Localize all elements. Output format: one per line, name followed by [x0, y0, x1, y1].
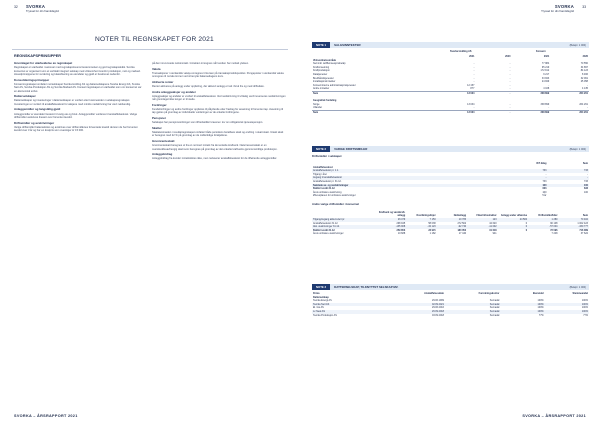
table-cell: 877: [470, 87, 475, 91]
paragraph: Varige driftsmidler balanseføres og avskrives over driftsmidlenes forventede levetid dersom de har forventet levetid over 3 år og har en kostpris som overstiger kr 15 000.: [14, 125, 138, 133]
table-row: [312, 314, 589, 318]
table-cell: Surnadal: [445, 303, 500, 307]
row-label: Sum: [312, 91, 437, 95]
row-label: Nett inkl. tariffkonsesjonsbeløp: [313, 62, 346, 66]
footer-title: SVORKA – ÅRSRAPPORT 2021: [522, 414, 586, 418]
table-cell: 264 261: [579, 102, 588, 106]
table-cell: 0: [498, 225, 528, 229]
table-cell: 100%: [500, 310, 544, 314]
paragraph: Datterselskaper og investeringer i datterselskaper er vurdert etter kostmetoden i selskapsregnskapet. Investeringen er vurdert til anskaffelseskost for aksjene med mindre nedskrivning har vært nødvendig.: [14, 99, 131, 106]
table-cell: 941: [492, 232, 497, 236]
row-label: El. Gis AS: [313, 306, 324, 310]
note-2-subheading-2: Andre varige driftsmidler i konsernet: [312, 203, 360, 206]
table-cell: 100: [584, 190, 588, 194]
paragraph: Anleggsbidrag fra kunder inntektsføres ikke, men reduserer anskaffelseskost for de tilhørende anleggsmidler.: [152, 157, 278, 161]
table-cell: 100: [547, 184, 589, 188]
table-cell: 633: [542, 187, 547, 191]
column-header: Eierandel: [532, 292, 544, 295]
column-header: Kraftverk og vannkraft-anlegg: [378, 211, 406, 218]
table-header-row: [312, 209, 589, 218]
table-cell: 264 261: [550, 110, 589, 114]
table-cell: -: [509, 69, 511, 73]
note-2-unit: (Beløp i 1 000): [569, 147, 586, 151]
table-cell: 8 466: [582, 72, 588, 76]
row-label: Andre inntekter: [313, 87, 330, 91]
table-cell: -: [473, 72, 475, 76]
table-cell: -: [587, 172, 588, 176]
paragraph-heading: Pensjoner: [152, 116, 166, 120]
note-3-title: DATTERSELSKAP, TILKNYTTET SELSKAP MV.: [334, 285, 399, 289]
table-cell: 58 038: [428, 221, 436, 225]
row-label: Svorka Nett AS: [312, 303, 395, 307]
page-number: 32: [14, 5, 18, 9]
column-header: Anskaffelsesdato: [424, 292, 444, 295]
column-header: [312, 209, 373, 218]
table-cell: 100%: [537, 299, 544, 303]
table-cell: -92 740: [437, 225, 467, 229]
paragraph: Anleggsmidler er eiendeler bestemt til varig eie og bruk. Anleggsmidler vurderes til anskaffelseskost. Varige driftsmidler avskrives lineært over forventet levetid.: [14, 112, 138, 120]
paragraph: Konsernregnskapet omfatter morselskapet Svorka Holding AS og datterselskapene Svorka Energi AS, Svorka Nett AS, Svorka Produksjon AS og Svorka Marked AS. Konsernregnskapet er utarbeidet som om konsernet var en økonomisk enhet.: [14, 82, 142, 93]
row-label: Anskaffelseskost pr. 1.1.: [312, 169, 506, 173]
column-header: Anlegg under utførelse: [500, 214, 528, 218]
column-header: Overføringslinjer: [416, 214, 436, 218]
paragraph: på den innvunnede nettoinntekt. Inntekten innregnes når kunden har mottatt ytelsen.: [152, 62, 249, 65]
paragraph-heading: Fordringer: [152, 102, 167, 107]
table-cell: 4 168: [543, 87, 550, 91]
row-label: Konserninterne administrasjonstjenester: [313, 83, 356, 87]
row-label: Bredbåndstjenester: [313, 76, 334, 80]
note-1-title: SALGSINNTEKTER: [334, 43, 361, 47]
table-cell: 13 034: [437, 110, 476, 114]
table-cell: 733: [547, 169, 589, 173]
table-cell: -330 777: [559, 225, 589, 229]
table-cell: 100%: [500, 303, 544, 307]
table-cell: -11 002: [467, 225, 497, 229]
table-cell: 77 884: [541, 62, 550, 66]
paragraph-heading: Andre anleggsaksjer og andeler: [152, 89, 196, 94]
table-cell: 0: [525, 228, 528, 232]
row-label: Svorka Produksjon AS: [313, 313, 337, 317]
column-header: IKT-bilag: [536, 162, 547, 165]
row-label: Avgang til anskaffelseskost: [312, 176, 506, 180]
note-1-group-header: Konsern: [536, 50, 546, 53]
table-cell: -: [475, 91, 511, 95]
table-cell: 4 135: [582, 87, 588, 91]
paragraph-heading: Grunnrenteskatt: [152, 139, 175, 143]
table-cell: 37 622: [580, 232, 588, 236]
column-header: 2021: [543, 55, 550, 58]
note-3-unit: (Beløp i 1 000): [569, 285, 586, 289]
paragraph-heading: Anleggsmidler og langsiktig gjeld: [14, 107, 61, 112]
paragraph-heading: Datterselskaper: [14, 94, 36, 99]
column-header: 2021: [469, 55, 475, 58]
row-label: Kraftomsetning: [313, 65, 330, 69]
table-cell: 716 089: [579, 228, 588, 232]
table-cell: 34 897: [580, 65, 588, 69]
table-cell: -57 004: [528, 225, 558, 229]
table-cell: 5 år: [542, 194, 547, 198]
note-2-subheading: Driftsmidler i selskapet: [312, 155, 342, 158]
table-cell: 338 899: [511, 110, 550, 114]
table-cell: 03.09.2018: [431, 313, 444, 317]
table-cell: 100: [506, 184, 548, 188]
table-cell: 02.09.2021: [395, 303, 445, 307]
table-cell: 259 853: [396, 228, 406, 232]
table-cell: 90 108: [550, 221, 558, 225]
paragraph-heading: Aktiverte renter: [152, 79, 174, 84]
table-cell: 77%: [583, 313, 588, 317]
table-cell: 633: [584, 187, 588, 191]
row-label: Samlede av- og nedskrivninger: [312, 184, 506, 188]
note-1-tag: NOTE 1: [312, 42, 330, 48]
table-row: [312, 110, 589, 114]
table-cell: -: [545, 172, 547, 176]
row-label: Geografisk fordeling: [313, 99, 337, 103]
table-cell: 24 584: [498, 218, 528, 222]
table-cell: 25 058: [580, 80, 588, 84]
table-cell: 100%: [581, 306, 588, 310]
table-cell: 733: [506, 169, 548, 173]
row-label: Installasjonsinntekter: [313, 80, 336, 84]
table-cell: Surnadal: [489, 306, 500, 310]
table-cell: 17 440: [458, 232, 467, 236]
row-label: Svorka Energi AS: [313, 299, 332, 303]
paragraph: Transaksjoner i utenlandsk valuta omregnes til kursen på transaksjonstidspunktet. Pengeposter i utenlandsk valuta omregnes til norske kroner ved å benytte balansedagens kurs.: [152, 71, 284, 79]
table-cell: 13 034: [437, 91, 476, 95]
page-title: NOTER TIL REGNSKAPET FOR 2021: [95, 36, 214, 43]
paragraph: Regnskapet er utarbeidet i samsvar med regnskapslovens bestemmelser og god regnskapsskikk. Svorka konsernet er organisert som et vertikalt integrert selskap med virksomhet innenfor produksjon, nett og marked. Hovedprinsippene for vurdering og klassifisering av eiendeler og gjeld er beskrevet nedenfor.: [14, 66, 141, 77]
table-cell: 7 248: [551, 232, 558, 236]
paragraph-heading: Driftsmidler og avskrivninger: [14, 120, 55, 125]
table-cell: Surnadal: [489, 313, 500, 317]
column-header: Forretningskontor: [478, 292, 500, 295]
note-3-table: [312, 292, 589, 317]
table-cell: [547, 194, 589, 198]
table-cell: Surnadal: [445, 310, 500, 314]
column-header: 2020: [505, 55, 511, 58]
table-cell: -: [509, 83, 511, 87]
column-header: Sum: [582, 162, 588, 165]
paragraph: Anleggsaksjer og andeler er vurdert til anskaffelseskost. Ved nedskrivning til virkelig verdi reverseres nedskrivningen når grunnlaget ikke lenger er til stede.: [152, 94, 286, 102]
page-number: 33: [582, 5, 586, 9]
table-cell: 7 153: [406, 218, 436, 222]
footer-title: SVORKA – ÅRSRAPPORT 2021: [14, 414, 78, 418]
table-cell: -: [548, 83, 550, 87]
note-2-tag: NOTE 2: [312, 146, 330, 152]
row-label: Anskaffelseskost: [313, 165, 333, 169]
row-label: Lc Neat AS: [312, 310, 395, 314]
row-label: Virksomhetsområde: [313, 58, 336, 62]
column-header: Firma: [313, 292, 320, 295]
row-label: Datatjenester: [313, 72, 328, 76]
row-label: Kraftproduksjon: [313, 69, 330, 73]
note-1-parent-header: Svorka Holding AS: [450, 50, 472, 53]
table-cell: 23 915: [428, 228, 436, 232]
row-label: Bokført verdi 31.12.: [313, 187, 336, 191]
paragraph: Renter aktiveres på anlegg under oppføring, der aktivert anlegg er tatt i bruk fra og med driftsdato.: [152, 85, 265, 88]
table-row: [312, 194, 589, 198]
table-cell: 77%: [538, 313, 544, 317]
paragraph: Grunnrenteskatt beregnes ut fra en normert inntekt fra det enkelte kraftverk. Naturressursskatt er en overskuddsuavhengig skatt som beregnes på grunnlag av det enkelte kraftverks gjennomsnittlige produksjon.: [152, 144, 278, 151]
note-1-unit: (Beløp i 1 000): [569, 43, 586, 47]
note-2-title: VARIGE DRIFTSMIDLER: [334, 147, 368, 151]
note-2-header: [312, 146, 589, 152]
note-2-table: [312, 162, 589, 198]
paragraph-heading: Anleggsbidrag: [152, 152, 173, 157]
paragraph-heading: Konsolideringsprinsipper: [14, 77, 50, 82]
table-cell: 100%: [545, 310, 589, 314]
note-1-table: [312, 55, 589, 115]
table-cell: 100: [542, 190, 547, 194]
table-cell: 123: [467, 218, 497, 222]
table-cell: -: [475, 110, 511, 114]
paragraph: Skattekostnaden i resultatregnskapet omfatter både periodens betalbare skatt og endring i utsatt skatt. Utsatt skatt er beregnet med 22 % på grunnlag av de midlertidige forskjellene.: [152, 131, 284, 138]
row-label: Norge: [313, 102, 320, 106]
brand-logo: SVORKA: [554, 4, 574, 9]
table-cell: 26 479: [373, 218, 406, 222]
row-label: Utlandet: [313, 106, 322, 110]
table-cell: -: [473, 69, 475, 73]
table-cell: -: [473, 65, 475, 69]
table-cell: -: [547, 176, 589, 180]
table-cell: 1 280: [528, 218, 558, 222]
text-column-1: [14, 62, 144, 135]
table-cell: -: [509, 80, 511, 84]
table-cell: -: [509, 65, 511, 69]
paragraph: Kundefordringer og andre fordringer oppføres til pålydende etter fradrag for avsetning til forventet tap. Avsetning til tap gjøres på grunnlag av individuelle vurderinger av de enkelte fordringene.: [152, 108, 284, 115]
table-cell: 733: [542, 179, 547, 183]
table-cell: -: [509, 72, 511, 76]
table-cell: 338 899: [540, 102, 550, 106]
column-header: Driftsmidler/biler: [538, 214, 558, 218]
table-cell: -: [587, 83, 588, 87]
table-cell: 10 688: [397, 232, 406, 236]
row-label: Tilgang/avgang akkumulert pr.: [312, 218, 373, 222]
paragraph-heading: Valuta: [152, 66, 161, 71]
paragraph-heading: Skatter: [152, 125, 162, 130]
table-cell: 100%: [581, 299, 588, 303]
table-cell: 33 843: [541, 76, 550, 80]
table-cell: -34 123: [406, 225, 436, 229]
table-cell: 26.09.2018: [395, 310, 445, 314]
column-header: Fiberinfrastruktur: [476, 214, 497, 218]
row-label: Årets ordinære avskrivninger: [313, 232, 344, 236]
table-cell: -: [509, 87, 511, 91]
table-cell: 42 620: [489, 221, 497, 225]
note-1-header: [312, 42, 589, 48]
column-header: Sum: [582, 214, 588, 218]
table-cell: 100%: [537, 306, 544, 310]
table-cell: 31 618: [489, 228, 497, 232]
section-heading: REGNSKAPSPRINSIPPER: [14, 54, 62, 58]
row-label: Sum: [312, 110, 437, 114]
text-column-2: [152, 62, 286, 163]
table-cell: 264 261: [550, 91, 589, 95]
table-cell: -: [509, 62, 511, 66]
table-cell: 13 034: [467, 102, 475, 106]
table-cell: -: [509, 106, 511, 110]
table-cell: 180 052: [457, 228, 467, 232]
table-cell: 70 550: [580, 62, 588, 66]
table-cell: -: [473, 76, 475, 80]
table-cell: 9 217: [543, 72, 550, 76]
brand-tagline: Tryssel for din framtidsgrid: [26, 9, 59, 13]
table-cell: 298 945: [396, 221, 406, 225]
table-cell: [498, 232, 528, 236]
brand-tagline: Tryssel for din framtidsgrid: [541, 9, 574, 13]
column-header: Stemmeandel: [572, 292, 588, 295]
table-cell: -: [473, 62, 475, 66]
table-cell: -135 908: [373, 225, 406, 229]
column-header: 2020: [582, 55, 588, 58]
table-cell: 10 783: [437, 218, 467, 222]
paragraph-heading: Grunnlaget for utarbeidelse av regnskapet: [14, 61, 73, 65]
table-cell: 338 899: [511, 91, 550, 95]
column-header: Nettanlegg: [453, 214, 467, 218]
table-cell: 29.06.2016: [431, 306, 444, 310]
row-label: Årets ordinære avskrivning: [313, 190, 342, 194]
table-cell: 12 157: [467, 83, 475, 87]
row-label: Ørtevsplanen for ordinære avskrivninger: [313, 194, 356, 198]
brand-logo: SVORKA: [26, 4, 46, 9]
table-cell: 1 182: [429, 232, 436, 236]
table-cell: -: [506, 176, 548, 180]
table-cell: 84 123: [580, 69, 588, 73]
row-label: Akk. avskrivninger 31.12.: [312, 225, 373, 229]
table-cell: -: [473, 106, 475, 110]
table-cell: 0: [525, 221, 528, 225]
paragraph: Selskapet har pensjonsordninger som tilfredsstiller kravene i lov om obligatorisk tjenestepensjon.: [152, 121, 264, 125]
table-cell: 29.06.1999: [431, 299, 444, 303]
row-label: Anskaffelseskost pr. 31.12.: [313, 179, 342, 183]
table-cell: -: [587, 106, 588, 110]
table-cell: 1 002 423: [577, 221, 588, 225]
note-3-header: [312, 284, 589, 290]
note-2-table-2: [312, 209, 589, 236]
table-cell: 32 061: [580, 76, 588, 80]
table-cell: -: [509, 76, 511, 80]
table-cell: 24 849: [541, 80, 550, 84]
table-cell: 733: [584, 179, 588, 183]
right-page: [300, 0, 600, 424]
title-divider: [12, 49, 288, 50]
row-label: Bokført verdi 31.12.: [313, 228, 336, 232]
table-cell: 100%: [545, 303, 589, 307]
table-row: [312, 232, 589, 236]
row-label: Anskaffelseskost 31.12.: [313, 221, 339, 225]
table-cell: 272 502: [457, 221, 467, 225]
row-label: Tilgang i året: [313, 172, 327, 176]
table-cell: -: [548, 106, 550, 110]
table-cell: 70 402: [559, 218, 589, 222]
table-cell: 95 219: [541, 65, 550, 69]
table-cell: -: [473, 80, 475, 84]
table-cell: Surnadal: [489, 299, 500, 303]
table-cell: -: [509, 102, 511, 106]
table-cell: 72 096: [550, 228, 558, 232]
table-cell: 172 912: [540, 69, 550, 73]
row-label: Datterselskap: [313, 295, 329, 299]
note-3-tag: NOTE 3: [312, 284, 330, 290]
